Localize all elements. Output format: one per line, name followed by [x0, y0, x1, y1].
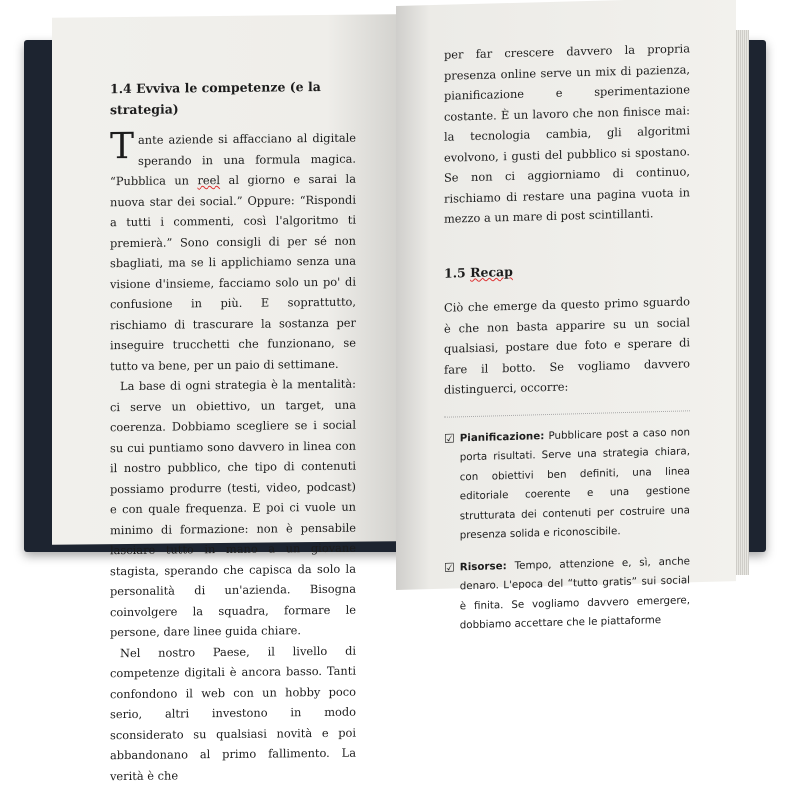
left-page [52, 14, 396, 783]
item-body: Tempo, attenzione e, sì, anche denaro. L'epoca del “tutto gratis” sui social è finita. Se vogliamo davvero emergere, dobbiamo accettare che le piattaforme [459, 554, 690, 632]
paragraph: per far crescere davvero la propria presenza online serve un mix di pazienza, pianificazione e sperimentazione costante. È un lavoro che non finisce mai: la tecnologia cambia, gli algoritmi evolvono, i gusti del pubblico si spostano. Se non ci aggiorniamo di continuo, rischiamo di restare una pagina vuota in mezzo a un mare di post scintillanti. [444, 41, 690, 226]
item-body: Pubblicare post a caso non porta risultati. Serve una strategia chiara, con obiettivi ben definiti, una linea editoriale coerente e una gestione strutturata dei contenuti per costruire una presenza solida e riconoscibile. [459, 425, 690, 542]
drop-cap: T [110, 125, 135, 168]
item-title: Risorse: [459, 559, 507, 573]
checkbox-icon: ☑ [444, 430, 455, 446]
right-page-content [444, 38, 690, 648]
heading-number: 1.5 [444, 264, 471, 281]
right-page [396, 0, 736, 632]
list-item [444, 423, 690, 546]
section-heading [444, 257, 690, 284]
list-item [444, 552, 690, 636]
checkbox-icon: ☑ [444, 559, 455, 575]
left-page-content [110, 77, 356, 787]
page-edges [735, 30, 749, 575]
item-text [460, 552, 690, 636]
item-title: Pianificazione: [459, 429, 545, 444]
paragraph: Nel nostro Paese, il livello di competenze digitali è ancora basso. Tanti confondono il web con un hobby poco serio, altri investono in modo sconsiderato su qualsiasi novità e poi abbandonano al primo fallimento. La verità è che [110, 643, 356, 783]
paragraph [110, 125, 356, 377]
recap-box [444, 410, 690, 636]
text: al giorno e sarai la nuova star dei social.” Oppure: “Rispondi a tutti i commenti, così l'algoritmo ti premierà.” Sono consigli di per sé non sbagliati, ma se li applichiamo senza una visione d'insieme, facciamo solo un po' di confusione in più. E soprattutto, rischiamo di trascurare la sostanza per inseguire trucchetti che funzionano, se tutto va bene, per un paio di settimane. [110, 171, 356, 373]
paragraph: La base di ogni strategia è la mentalità: ci serve un obiettivo, un target, una coerenza. Dobbiamo scegliere se i social su cui puntiamo sono davvero in linea con il nostro pubblico, che tipo di contenuti possiamo produrre (testi, video, podcast) e con quale frequenza. E poi ci vuole un minimo di formazione: non è pensabile lasciare tutto in mano a un giovane stagista, sperando che capisca da solo la personalità di un'azienda. Bisogna coinvolgere la squadra, formare le persone, dare linee guida chiare. [110, 376, 356, 640]
text: ante aziende si affacciano al digitale sperando in una formula magica. “Pubblica un [110, 130, 356, 189]
item-text [460, 423, 690, 546]
heading-word: Recap [470, 263, 513, 280]
paragraph: Ciò che emerge da questo primo sguardo è che non basta apparire su un social qualsiasi, postare due foto e sperare di fare il botto. Se vogliamo davvero distinguerci, occorre: [444, 294, 690, 397]
section-heading: 1.4 Evviva le competenze (e la strategia) [110, 78, 321, 117]
misspelled-word: reel [197, 173, 221, 188]
